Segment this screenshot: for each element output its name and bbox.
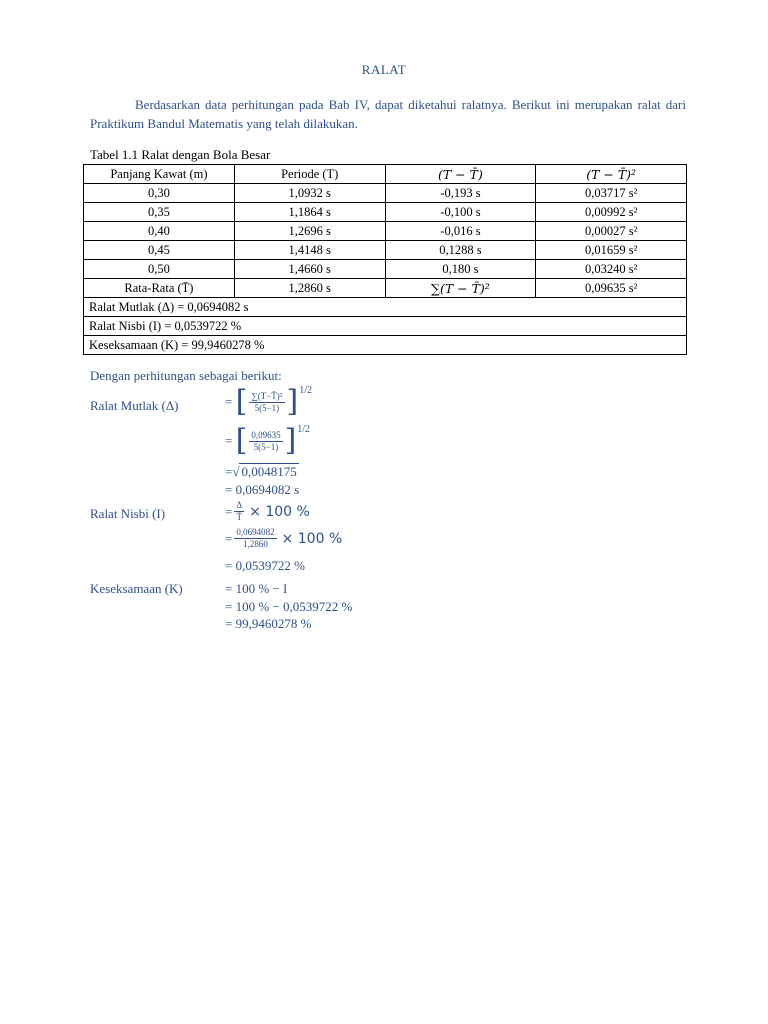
table-cell: 0,180 s	[385, 260, 536, 279]
mutlak-result: = 0,0694082 s	[225, 482, 300, 497]
table-cell: 0,40	[84, 222, 235, 241]
ralat-mutlak-cell: Ralat Mutlak (Δ) = 0,0694082 s	[84, 298, 687, 317]
fraction	[234, 500, 244, 523]
table-cell: 0,1288 s	[385, 241, 536, 260]
mutlak-label: Ralat Mutlak (Δ)	[90, 398, 179, 413]
fraction	[249, 430, 282, 453]
table-cell: 0,09635 s²	[536, 279, 687, 298]
fraction	[249, 391, 284, 414]
table-cell: 1,0932 s	[234, 184, 385, 203]
table-cell: -0,016 s	[385, 222, 536, 241]
page-title: RALAT	[361, 62, 407, 77]
fraction	[234, 527, 276, 550]
header-cell: (T − T̄)²	[536, 165, 687, 184]
exponent: 1/2	[297, 423, 311, 435]
table-cell: 0,45	[84, 241, 235, 260]
mutlak-sqrt: = √ 0,0048175	[225, 463, 297, 479]
intro-paragraph: Berdasarkan data perhitungan pada Bab IV, dapat diketahui ralatnya. Berikut ini merupakan ralat dari Praktikum Bandul Matematis yang telah dilakukan.	[90, 97, 686, 131]
fraction-numerator: 0,0694082	[236, 527, 275, 537]
table-row	[84, 241, 687, 260]
table-row	[84, 260, 687, 279]
table-cell: 0,00027 s²	[536, 222, 687, 241]
right-bracket: ]	[284, 423, 297, 458]
ralat-nisbi-cell: Ralat Nisbi (I) = 0,0539722 %	[84, 317, 687, 336]
fraction-denominator: 5(5−1)	[254, 402, 280, 413]
table-cell: -0,100 s	[385, 203, 536, 222]
table-row	[84, 222, 687, 241]
table-header-row	[84, 165, 687, 184]
table-cell: 0,00992 s²	[536, 203, 687, 222]
kesek-result: = 99,9460278 %	[225, 616, 312, 631]
table-cell: 0,35	[84, 203, 235, 222]
table-cell: 1,2696 s	[234, 222, 385, 241]
results-table	[83, 164, 687, 355]
header-cell: (T − T̄)	[385, 165, 536, 184]
mutlak-substitution: = [ $\frac{0,09635}{5(5-1)}$ ] 1/2	[225, 423, 311, 458]
summary-row	[84, 279, 687, 298]
left-bracket: [	[235, 423, 248, 458]
footer-row	[84, 336, 687, 355]
header-cell: Periode (T)	[234, 165, 385, 184]
footer-row	[84, 317, 687, 336]
nisbi-label: Ralat Nisbi (I)	[90, 506, 166, 521]
table-row	[84, 184, 687, 203]
nisbi-result: = 0,0539722 %	[225, 558, 305, 573]
times-100-percent: × 100 %	[249, 503, 310, 520]
footer-row	[84, 298, 687, 317]
table-cell: 1,4660 s	[234, 260, 385, 279]
sqrt-value: 0,0048175	[241, 464, 297, 479]
table-cell: Rata-Rata (T̄)	[84, 279, 235, 298]
table-cell: 0,01659 s²	[536, 241, 687, 260]
fraction-numerator: Δ	[236, 500, 243, 510]
keseksamaan-cell: Keseksamaan (K) = 99,9460278 %	[84, 336, 687, 355]
nisbi-substitution: = $\frac{0,0694082}{1,2860}$ × 100 %	[225, 527, 343, 549]
sqrt-symbol: √	[232, 463, 240, 479]
times-100-percent: × 100 %	[281, 530, 343, 547]
table-cell: 1,4148 s	[234, 241, 385, 260]
table-caption: Tabel 1.1 Ralat dengan Bola Besar	[90, 147, 271, 162]
left-bracket: [	[235, 384, 248, 419]
fraction-numerator: 0,09635	[251, 429, 281, 440]
table-cell: 1,2860 s	[234, 279, 385, 298]
table-cell: 0,03240 s²	[536, 260, 687, 279]
header-cell: Panjang Kawat (m)	[84, 165, 235, 184]
kesek-label: Keseksamaan (K)	[90, 581, 183, 596]
table-cell: ∑(T − T̄)²	[385, 279, 536, 298]
exponent: 1/2	[299, 384, 312, 396]
fraction-numerator: ∑(T−T̄)²	[251, 390, 283, 401]
calc-intro: Dengan perhitungan sebagai berikut:	[90, 368, 282, 383]
nisbi-formula: = $\frac{\Delta}{T̄}$ × 100 %	[225, 500, 310, 522]
table-cell: -0,193 s	[385, 184, 536, 203]
fraction-denominator: T̄	[236, 512, 242, 522]
fraction-denominator: 5(5−1)	[253, 441, 279, 452]
right-bracket: ]	[286, 384, 299, 419]
table-row	[84, 203, 687, 222]
table-cell: 0,30	[84, 184, 235, 203]
mutlak-formula: = [ $\frac{\text{∑(T−T̄)²}}{5(5-1)}$ ] 1/2	[225, 384, 312, 419]
table-cell: 1,1864 s	[234, 203, 385, 222]
table-cell: 0,03717 s²	[536, 184, 687, 203]
kesek-formula: = 100 % − I	[225, 581, 288, 596]
kesek-substitution: = 100 % − 0,0539722 %	[225, 599, 353, 614]
table-cell: 0,50	[84, 260, 235, 279]
fraction-denominator: 1,2860	[243, 539, 268, 549]
